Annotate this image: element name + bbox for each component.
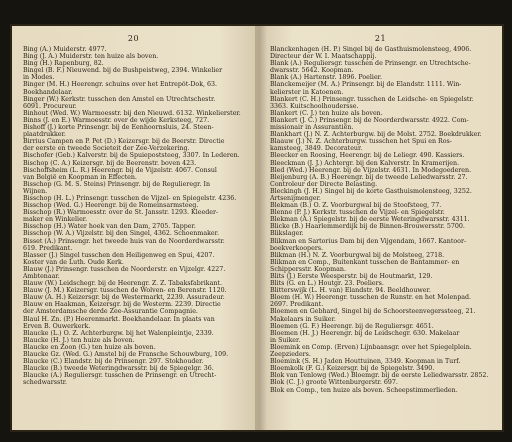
directory-entry: Bischofer (Geb.) Kalverstr. bij de Spuiepoststeeg, 3307. In Lederen. [23, 152, 240, 160]
directory-entry: Blikman en Comp., Buitenkant tusschen de Bantammer- en [270, 258, 460, 266]
directory-entry: Birrius Campen en P. Pet (D.) Keizersgr. bij de Beerstr. Directie [23, 138, 225, 146]
directory-entry: Blaucke en Zoon (G.) ten huize als boven. [23, 343, 156, 351]
directory-entry: boekverkoopers. [270, 244, 324, 252]
directory-entry: Blasser (J.) Singel tusschen den Heiligenweg en Spui, 4207. [23, 251, 215, 259]
directory-entry: Bing (J. A.) Muiderstr. ten huize als boven. [23, 53, 159, 61]
directory-entry: Bing (A.) Muiderstr. 4977. [23, 46, 107, 53]
directory-entry: Bisschop (G. M. S. Steins) Prinsengr. bij de Regulieregr. In [23, 180, 211, 188]
directory-entry: Bisset (A.) Prinsengr. het tweede huis van de Noorderdwarsstr. [23, 237, 225, 245]
directory-entry: Blekman (B.) O. Z. Voorburgwal bij de Stoofsteeg, 77. [270, 202, 442, 210]
directory-entry: kelierster in Katoenen. [270, 88, 344, 96]
directory-entry: van België en Koopman in Effecten. [23, 173, 137, 181]
directory-entry: Blaucke Gz. (Wed. G.) Amstel bij de Fransche Schouwburg, 109. [23, 351, 229, 359]
directory-entry: Wijnen. [23, 187, 48, 195]
directory-entry: Erven B. Ouwerkerk. [23, 322, 91, 330]
directory-entry: Bloemen (G. F.) Heerengr. bij de Reguliersgr. 4651. [270, 322, 434, 330]
directory-entry: Blanckemeijer (M. A.) Prinsengr. bij de Elandstr. 1111. Win- [270, 81, 462, 89]
directory-entry: Binhout (Wed. W.) Warmoesstr. bij den Nieuwd. 6132. Winkelierster. [23, 109, 241, 117]
directory-entry: Blaucke (A.) Reguliersgr. tusschen de Prinsengr. en Utrecht- [23, 372, 217, 380]
directory-entry: 6091. Procureur. [23, 102, 77, 110]
directory-entry: Blaucke (L.) O. Z. Achterburgw. bij het Walenpleintje, 2339. [23, 329, 214, 337]
directory-entry: in Modes. [23, 74, 55, 82]
directory-entry: Makelaars in Suiker. [270, 315, 336, 323]
directory-entry: Directeur der W. I. Maatschappij. [270, 53, 377, 61]
directory-entry: Blaucke (B.) tweede Weteringdwarsstr. bij de Spiegelgr. 36. [23, 365, 214, 373]
directory-entry: plaatdrukker. [23, 131, 66, 139]
directory-entry: maker en Winkelier. [23, 216, 88, 224]
directory-entry: Blankert (C. J.) ten huize als boven. [270, 109, 383, 117]
right-page [259, 26, 502, 430]
directory-entry: 2697. Predikant. [270, 301, 324, 309]
directory-entry: Blank (A.) Hartenstr. 1896. Poelier. [270, 74, 382, 82]
directory-entry: Blanckenhagen (H. P.) Singel bij de Gasthuismolensteeg, 4906. [270, 46, 472, 53]
directory-entry: Blaul H. Zn. (P.) Heerenmarkt. Boekhandelaar. In plaats van [23, 315, 215, 323]
directory-entry: Bloemink (S. H.) Jaden Houttuinen, 3349. Koopman in Turf. [270, 358, 461, 366]
directory-entry: Blicke (B.) Haarlemmerdijk bij de Binnen-Brouwersstr. 5700. [270, 223, 465, 231]
directory-entry: Blankhart (J.) N. Z. Achterburgw. bij de Molst. 2752. Boekdrukker. [270, 131, 482, 139]
directory-entry: Bleecker en Roosing, Heerengr. bij de Leliegr. 490. Kassiers. [270, 152, 465, 160]
directory-entry: Blankert (J. C.) Prinsengr. bij de Noorderdwarsstr. 4922. Com- [270, 116, 469, 124]
directory-entry: Binger (M. H.) Heerengr. schuins over het Entrepôt-Dok, 63. [23, 81, 218, 89]
directory-entry: Blauw en Haakman, Keizersgr. bij de Westerm. 2239. Directie [23, 301, 221, 309]
directory-entry: Blikman en Sartorius Dam bij den Vijgendam, 1667. Kantoor- [270, 237, 467, 245]
directory-entry: Bischoffsheim (L. R.) Heerengr. bij de Vijzelstr. 4067. Consul [23, 166, 217, 174]
directory-entry: Blauw (A. H.) Keizersgr. bij de Westermarkt, 2239. Assuradeur. [23, 294, 225, 302]
directory-entry: Blits (J.) Eerste Weesperstr. bij de Houtmarkt, 129. [270, 273, 433, 280]
directory-entry: Blits (G. en L.) Houtgr. 23. Poeliers. [270, 280, 384, 288]
directory-entry: Binger (W.) Kerkstr. tusschen den Amstel en Utrechtschestr. [23, 95, 216, 103]
page-number-right: 21 [374, 34, 387, 43]
left-page [12, 26, 255, 430]
directory-entry: Bloemen en Gebhard, Singel bij de Schoorsteenvegerssteeg, 21. [270, 308, 476, 316]
open-book [12, 26, 502, 430]
directory-entry: Bisschop (R.) Warmoesstr. over de St. Jansstr. 1293. Kleeder- [23, 209, 219, 217]
directory-entries-left [23, 46, 246, 387]
directory-entry: Bloemkolk (F. G.) Keizersgr. bij de Spiegelstr. 3490. [270, 365, 435, 373]
directory-entry: Schippersstr. Koopman. [270, 265, 346, 273]
directory-entry: Blauw (J.) Prinsengr. tusschen de Noorderstr. en Vijzelgr. 4227. [23, 265, 226, 273]
directory-entry: Bisschop (Wed. G.) Heerengr. bij de Romeinsarmsteeg. [23, 202, 199, 210]
directory-entry: Blikslager. [270, 230, 304, 238]
directory-entry: missionair in Assurantiën. [270, 124, 354, 132]
directory-entry: Blok en Comp., ten huize als boven. Scheepstimmerlieden. [270, 386, 458, 394]
directory-entry: Bloemen (H. J.) Heerengr. bij de Leidschegr. 630. Makelaar [270, 329, 460, 337]
directory-entry: Zeepzieders. [270, 351, 311, 359]
directory-entry: Controleur der Directe Belasting. [270, 180, 378, 188]
directory-entry: Blank (A.) Reguliersgr. tusschen de Prinsengr. en Utrechtsche- [270, 60, 471, 68]
directory-entry: in Suiker. [270, 336, 301, 344]
directory-entry: Bleijenburg (A. B.) Heerengr. bij de tweede Leliedwarsstr. 27. [270, 173, 468, 181]
directory-entry: Bisschop (W. A.) Vijzelstr. bij den Singel, 4362. Schoenmaker. [23, 230, 219, 238]
directory-entry: Ambtenaar. [23, 273, 60, 280]
directory-entry: Blauw (J. M.) Keizersgr. tusschen de Wolven- en Berenstr. 1120. [23, 287, 227, 295]
directory-entry: der Amsterdamsche derde Zee-Assurantie Compagnie. [23, 308, 198, 316]
directory-entry: Artsenijmenger. [270, 194, 321, 202]
directory-entries-right [270, 46, 493, 394]
directory-entry: Koster van de Luth. Oude Kerk. [23, 258, 124, 266]
directory-entry: Bled (Wed.) Heerengr. bij de Vijzelstr. 4631. In Modegoederen. [270, 166, 472, 174]
directory-entry: Blekman (A.) Spiegelstr. bij de eerste Weteringdwarsstr. 4311. [270, 216, 470, 224]
directory-entry: Blikman (H.) N. Z. Voorburgwal bij de Molsteeg, 2718. [270, 251, 445, 259]
directory-entry: 3363. Kuitschoolhoudersse. [270, 102, 359, 110]
directory-entry: Bischop (C. A.) Keizersgr. bij de Beerenstr. boven 423. [23, 159, 197, 167]
directory-entry: Boekhandelaar. [23, 88, 73, 96]
directory-entry: Blitterswijk (L. H. van) Elandstr. 94. Beeldhouwer. [270, 287, 431, 295]
spine-shadow [259, 26, 267, 430]
directory-entry: Blankert (C. H.) Prinsengr. tusschen de Leidsche- en Spiegelstr. [270, 95, 474, 103]
directory-entry: 619. Predikant. [23, 244, 73, 252]
directory-entry: dwarsstr. 5642. Koopman. [270, 67, 354, 75]
directory-entry: Blaauw (J.) N. Z. Achterburgw. tusschen het Spui en Ros- [270, 138, 452, 146]
page-number-left: 20 [127, 34, 140, 43]
directory-entry: Bleeckman (J. J.) Achtergr. bij den Kalverstr. In Kramerijen. [270, 159, 460, 167]
directory-entry: Bing (H.) Rapenburg, 82. [23, 60, 104, 68]
directory-entry: Bloem (H. W.) Heerengr. tusschen de Runstr. en het Molenpad. [270, 294, 472, 302]
directory-entry: Binns (J. en E.) Warmoesstr. over de wijde Kerksteeg, 727. [23, 116, 210, 124]
directory-entry: Bleckingh (J. H.) Singel bij de korte Gasthuismolensteeg, 3252. [270, 187, 472, 195]
directory-entry: Blok (C. J.) groote Wittenburgerstr. 697. [270, 379, 398, 387]
directory-entry: der eerste en tweede Societeit der Zee-Verzekering. [23, 145, 190, 153]
directory-entry: Blenne (P. J.) Kerkstr. tusschen de Vijzel- en Spiegelstr. [270, 209, 445, 217]
directory-entry: Blaucke (C.) Elandstr. bij de Prinsengr. 297. Stokhouder. [23, 358, 204, 366]
directory-entry: Bisschop (H.) Water hoek van den Dam, 2705. Tapper. [23, 223, 196, 231]
directory-entry: Blaucke (H. J.) ten huize als boven. [23, 336, 135, 344]
directory-entry: schedwarsstr. [23, 379, 68, 387]
directory-entry: Blauw (W.) Leidschegr. bij de Heerengr. Z. Z. Tabaksfabrikant. [23, 280, 222, 288]
directory-entry: Bisschop (H. L.) Prinsengr. tusschen de Vijzel- en Spiegelstr. 4236. [23, 194, 237, 202]
directory-entry: Bloemink en Comp. (Erven) Lijnbaansgr. over het Spiegelplein. [270, 343, 472, 351]
directory-entry: Bingel (B. F.) Nieuwend. bij de Bushpeistweg, 2394. Winkelier [23, 67, 223, 75]
directory-entry: kamsteeg, 3849. Decorateur. [270, 145, 363, 153]
directory-entry: Blok van Tenlowg (Wed.) Bloemgr. bij de eerste Leliedwarsstr. 2852. [270, 372, 489, 380]
directory-entry: Bishoff (J.) korte Prinsengr. bij de Eenhoornsluis, 24. Steen- [23, 124, 214, 132]
